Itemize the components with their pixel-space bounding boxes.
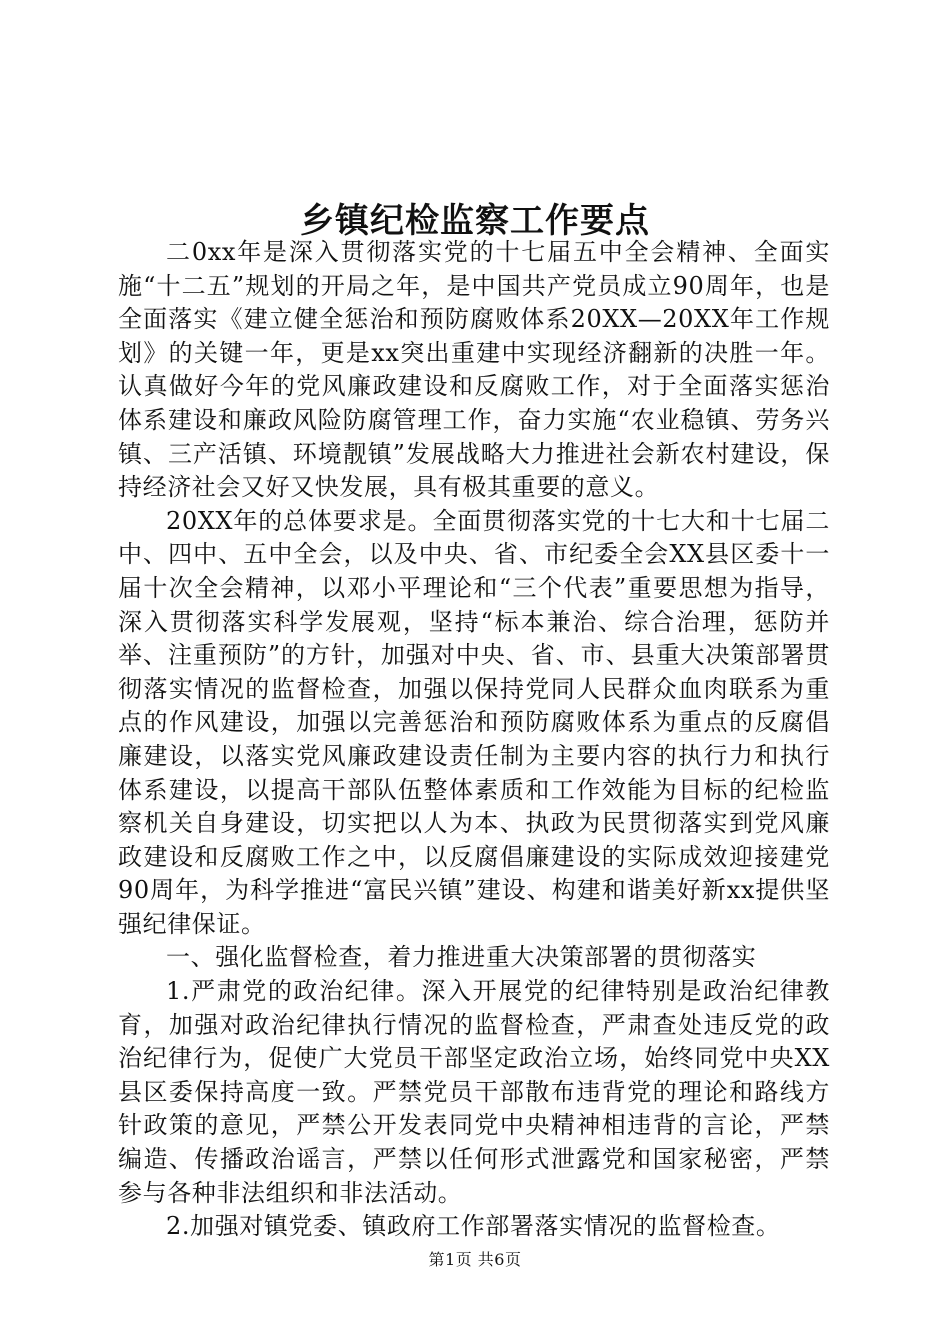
page-footer: 第1页 共6页 bbox=[428, 1250, 522, 1269]
document-title: 乡镇纪检监察工作要点 bbox=[300, 200, 650, 241]
paragraph-intro: 二0xx年是深入贯彻落实党的十七届五中全会精神、全面实施“十二五”规划的开局之年，是中国共产党员成立90周年，也是全面落实《建立健全惩治和预防腐败体系20XX—20XX年工作规划》的关键一年，更是xx突出重建中实现经济翻新的决胜一年。认真做好今年的党风廉政建设和反腐败工作，对于全面落实惩治体系建设和廉政风险防腐管理工作，奋力实施“农业稳镇、劳务兴镇、三产活镇、环境靓镇”发展战略大力推进社会新农村建设，保持经济社会又好又快发展，具有极其重要的意义。 bbox=[118, 238, 830, 502]
section-heading-1: 一、强化监督检查，着力推进重大决策部署的贯彻落实 bbox=[166, 943, 757, 972]
paragraph-item-2: 2.加强对镇党委、镇政府工作部署落实情况的监督检查。 bbox=[166, 1212, 781, 1241]
paragraph-item-1: 1.严肃党的政治纪律。深入开展党的纪律特别是政治纪律教育，加强对政治纪律执行情况的监督检查，严肃查处违反党的政治纪律行为，促使广大党员干部坚定政治立场，始终同党中央XX县区委保持高度一致。严禁党员干部散布违背党的理论和路线方针政策的意见，严禁公开发表同党中央精神相违背的言论，严禁编造、传播政治谣言，严禁以任何形式泄露党和国家秘密，严禁参与各种非法组织和非法活动。 bbox=[118, 977, 830, 1207]
document-body bbox=[118, 236, 830, 1244]
paragraph-general-requirements: 20XX年的总体要求是。全面贯彻落实党的十七大和十七届二中、四中、五中全会，以及中央、省、市纪委全会XX县区委十一届十次全会精神，以邓小平理论和“三个代表”重要思想为指导，深入贯彻落实科学发展观，坚持“标本兼治、综合治理，惩防并举、注重预防”的方针，加强对中央、省、市、县重大决策部署贯彻落实情况的监督检查，加强以保持党同人民群众血肉联系为重点的作风建设，加强以完善惩治和预防腐败体系为重点的反腐倡廉建设，以落实党风廉政建设责任制为主要内容的执行力和执行体系建设，以提高干部队伍整体素质和工作效能为目标的纪检监察机关自身建设，切实把以人为本、执政为民贯彻落实到党风廉政建设和反腐败工作之中，以反腐倡廉建设的实际成效迎接建党90周年，为科学推进“富民兴镇”建设、构建和谐美好新xx提供坚强纪律保证。 bbox=[118, 506, 830, 938]
